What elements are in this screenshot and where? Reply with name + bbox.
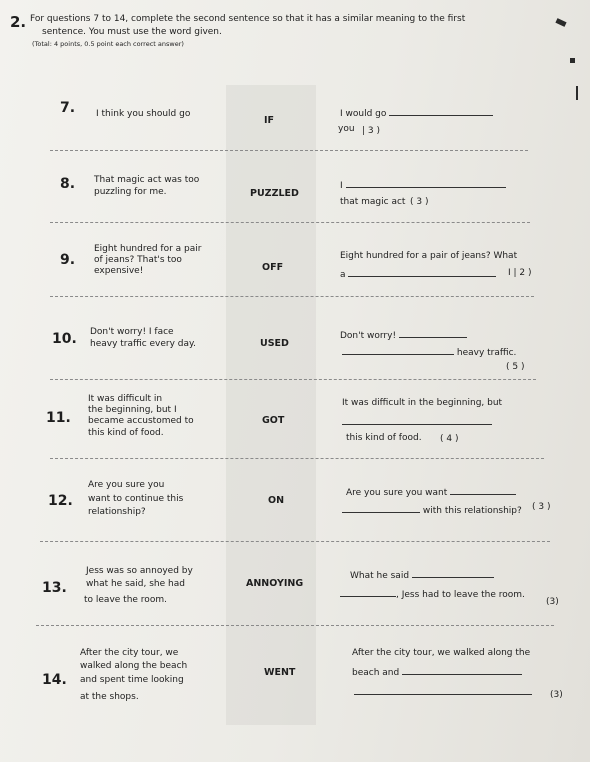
- original-sentence: what he said, she had: [86, 579, 185, 589]
- answer-prompt: a: [340, 270, 346, 280]
- original-sentence: and spent time looking: [80, 675, 184, 685]
- answer-prompt: I would go: [340, 109, 387, 119]
- total-points-note: (Total: 4 points, 0.5 point each correct answer): [32, 40, 184, 48]
- answer-prompt: Don't worry!: [340, 331, 397, 341]
- question-number: 13.: [42, 580, 67, 596]
- original-sentence: became accustomed to: [88, 416, 194, 426]
- answer-prompt: After the city tour, we walked along the: [352, 648, 531, 658]
- original-sentence: of jeans? That's too: [94, 255, 182, 265]
- original-sentence: That magic act was too: [94, 175, 200, 185]
- answer-prompt: beach and: [352, 668, 400, 678]
- answer-prompt: Are you sure you want: [346, 488, 448, 498]
- answer-prompt: Eight hundred for a pair of jeans? What: [340, 251, 518, 261]
- original-sentence: Eight hundred for a pair: [94, 244, 202, 254]
- given-word: OFF: [262, 262, 284, 273]
- question-divider: [50, 379, 536, 380]
- original-sentence: at the shops.: [80, 692, 139, 702]
- answer-blank[interactable]: [348, 268, 496, 277]
- original-sentence: Don't worry! I face: [90, 327, 174, 337]
- question-divider: [50, 150, 528, 151]
- question-number: 9.: [60, 252, 76, 268]
- keyword-column-band: [226, 85, 316, 725]
- original-sentence: walked along the beach: [80, 661, 188, 671]
- question-divider: [50, 296, 534, 297]
- binder-mark: [555, 18, 566, 27]
- question-number: 10.: [52, 331, 77, 347]
- question-divider: [40, 541, 550, 542]
- given-word: USED: [260, 338, 289, 349]
- original-sentence: heavy traffic every day.: [90, 339, 196, 349]
- answer-prompt: this kind of food.: [346, 433, 422, 443]
- answer-prompt: , Jess had to leave the room.: [396, 590, 525, 600]
- original-sentence: Jess was so annoyed by: [86, 566, 193, 576]
- original-sentence: want to continue this: [88, 494, 184, 504]
- answer-blank[interactable]: [342, 346, 454, 355]
- answer-blank[interactable]: [354, 686, 532, 695]
- given-word: PUZZLED: [250, 188, 299, 199]
- given-word: WENT: [264, 667, 296, 678]
- answer-blank[interactable]: [389, 107, 493, 116]
- answer-blank[interactable]: [402, 666, 522, 675]
- binder-mark: [570, 58, 575, 63]
- question-number: 8.: [60, 176, 76, 192]
- answer-mark: I | 2 ): [508, 268, 532, 278]
- original-sentence: relationship?: [88, 507, 146, 517]
- original-sentence: I think you should go: [96, 109, 191, 119]
- answer-blank[interactable]: [399, 329, 467, 338]
- question-divider: [36, 625, 554, 626]
- given-word: ANNOYING: [246, 578, 304, 589]
- answer-mark: ( 5 ): [506, 362, 525, 372]
- original-sentence: puzzling for me.: [94, 187, 167, 197]
- answer-blank[interactable]: [342, 416, 492, 425]
- answer-mark: ( 3 ): [410, 197, 429, 207]
- question-number: 7.: [60, 100, 76, 116]
- question-divider: [50, 222, 530, 223]
- answer-mark: ( 4 ): [440, 434, 459, 444]
- original-sentence: It was difficult in: [88, 394, 163, 404]
- instruction-line-2: sentence. You must use the word given.: [42, 27, 222, 37]
- answer-prompt: that magic act: [340, 197, 406, 207]
- answer-prompt: you: [338, 124, 355, 134]
- original-sentence: the beginning, but I: [88, 405, 177, 415]
- binder-mark: [576, 86, 578, 100]
- original-sentence: Are you sure you: [88, 480, 165, 490]
- answer-prompt: What he said: [350, 571, 410, 581]
- answer-blank[interactable]: [412, 569, 494, 578]
- original-sentence: After the city tour, we: [80, 648, 179, 658]
- answer-mark: ( 3 ): [532, 502, 551, 512]
- answer-mark: (3): [546, 597, 559, 607]
- given-word: ON: [268, 495, 285, 506]
- answer-blank[interactable]: [342, 504, 420, 513]
- question-number: 14.: [42, 672, 67, 688]
- instruction-line-1: For questions 7 to 14, complete the second sentence so that it has a similar meaning to the first: [30, 14, 466, 24]
- exercise-number: 2.: [10, 13, 27, 31]
- answer-prompt: heavy traffic.: [456, 348, 517, 358]
- answer-blank[interactable]: [346, 179, 506, 188]
- answer-prompt: I: [340, 181, 343, 191]
- original-sentence: expensive!: [94, 266, 144, 276]
- given-word: IF: [264, 115, 275, 126]
- answer-prompt: with this relationship?: [422, 506, 522, 516]
- answer-blank[interactable]: [450, 486, 516, 495]
- given-word: GOT: [262, 415, 285, 426]
- answer-blank[interactable]: [340, 588, 396, 597]
- original-sentence: to leave the room.: [84, 595, 167, 605]
- question-divider: [50, 458, 544, 459]
- original-sentence: this kind of food.: [88, 428, 164, 438]
- answer-mark: | 3 ): [362, 126, 380, 136]
- answer-prompt: It was difficult in the beginning, but: [342, 398, 503, 408]
- question-number: 12.: [48, 493, 73, 509]
- question-number: 11.: [46, 410, 71, 426]
- answer-mark: (3): [550, 690, 563, 700]
